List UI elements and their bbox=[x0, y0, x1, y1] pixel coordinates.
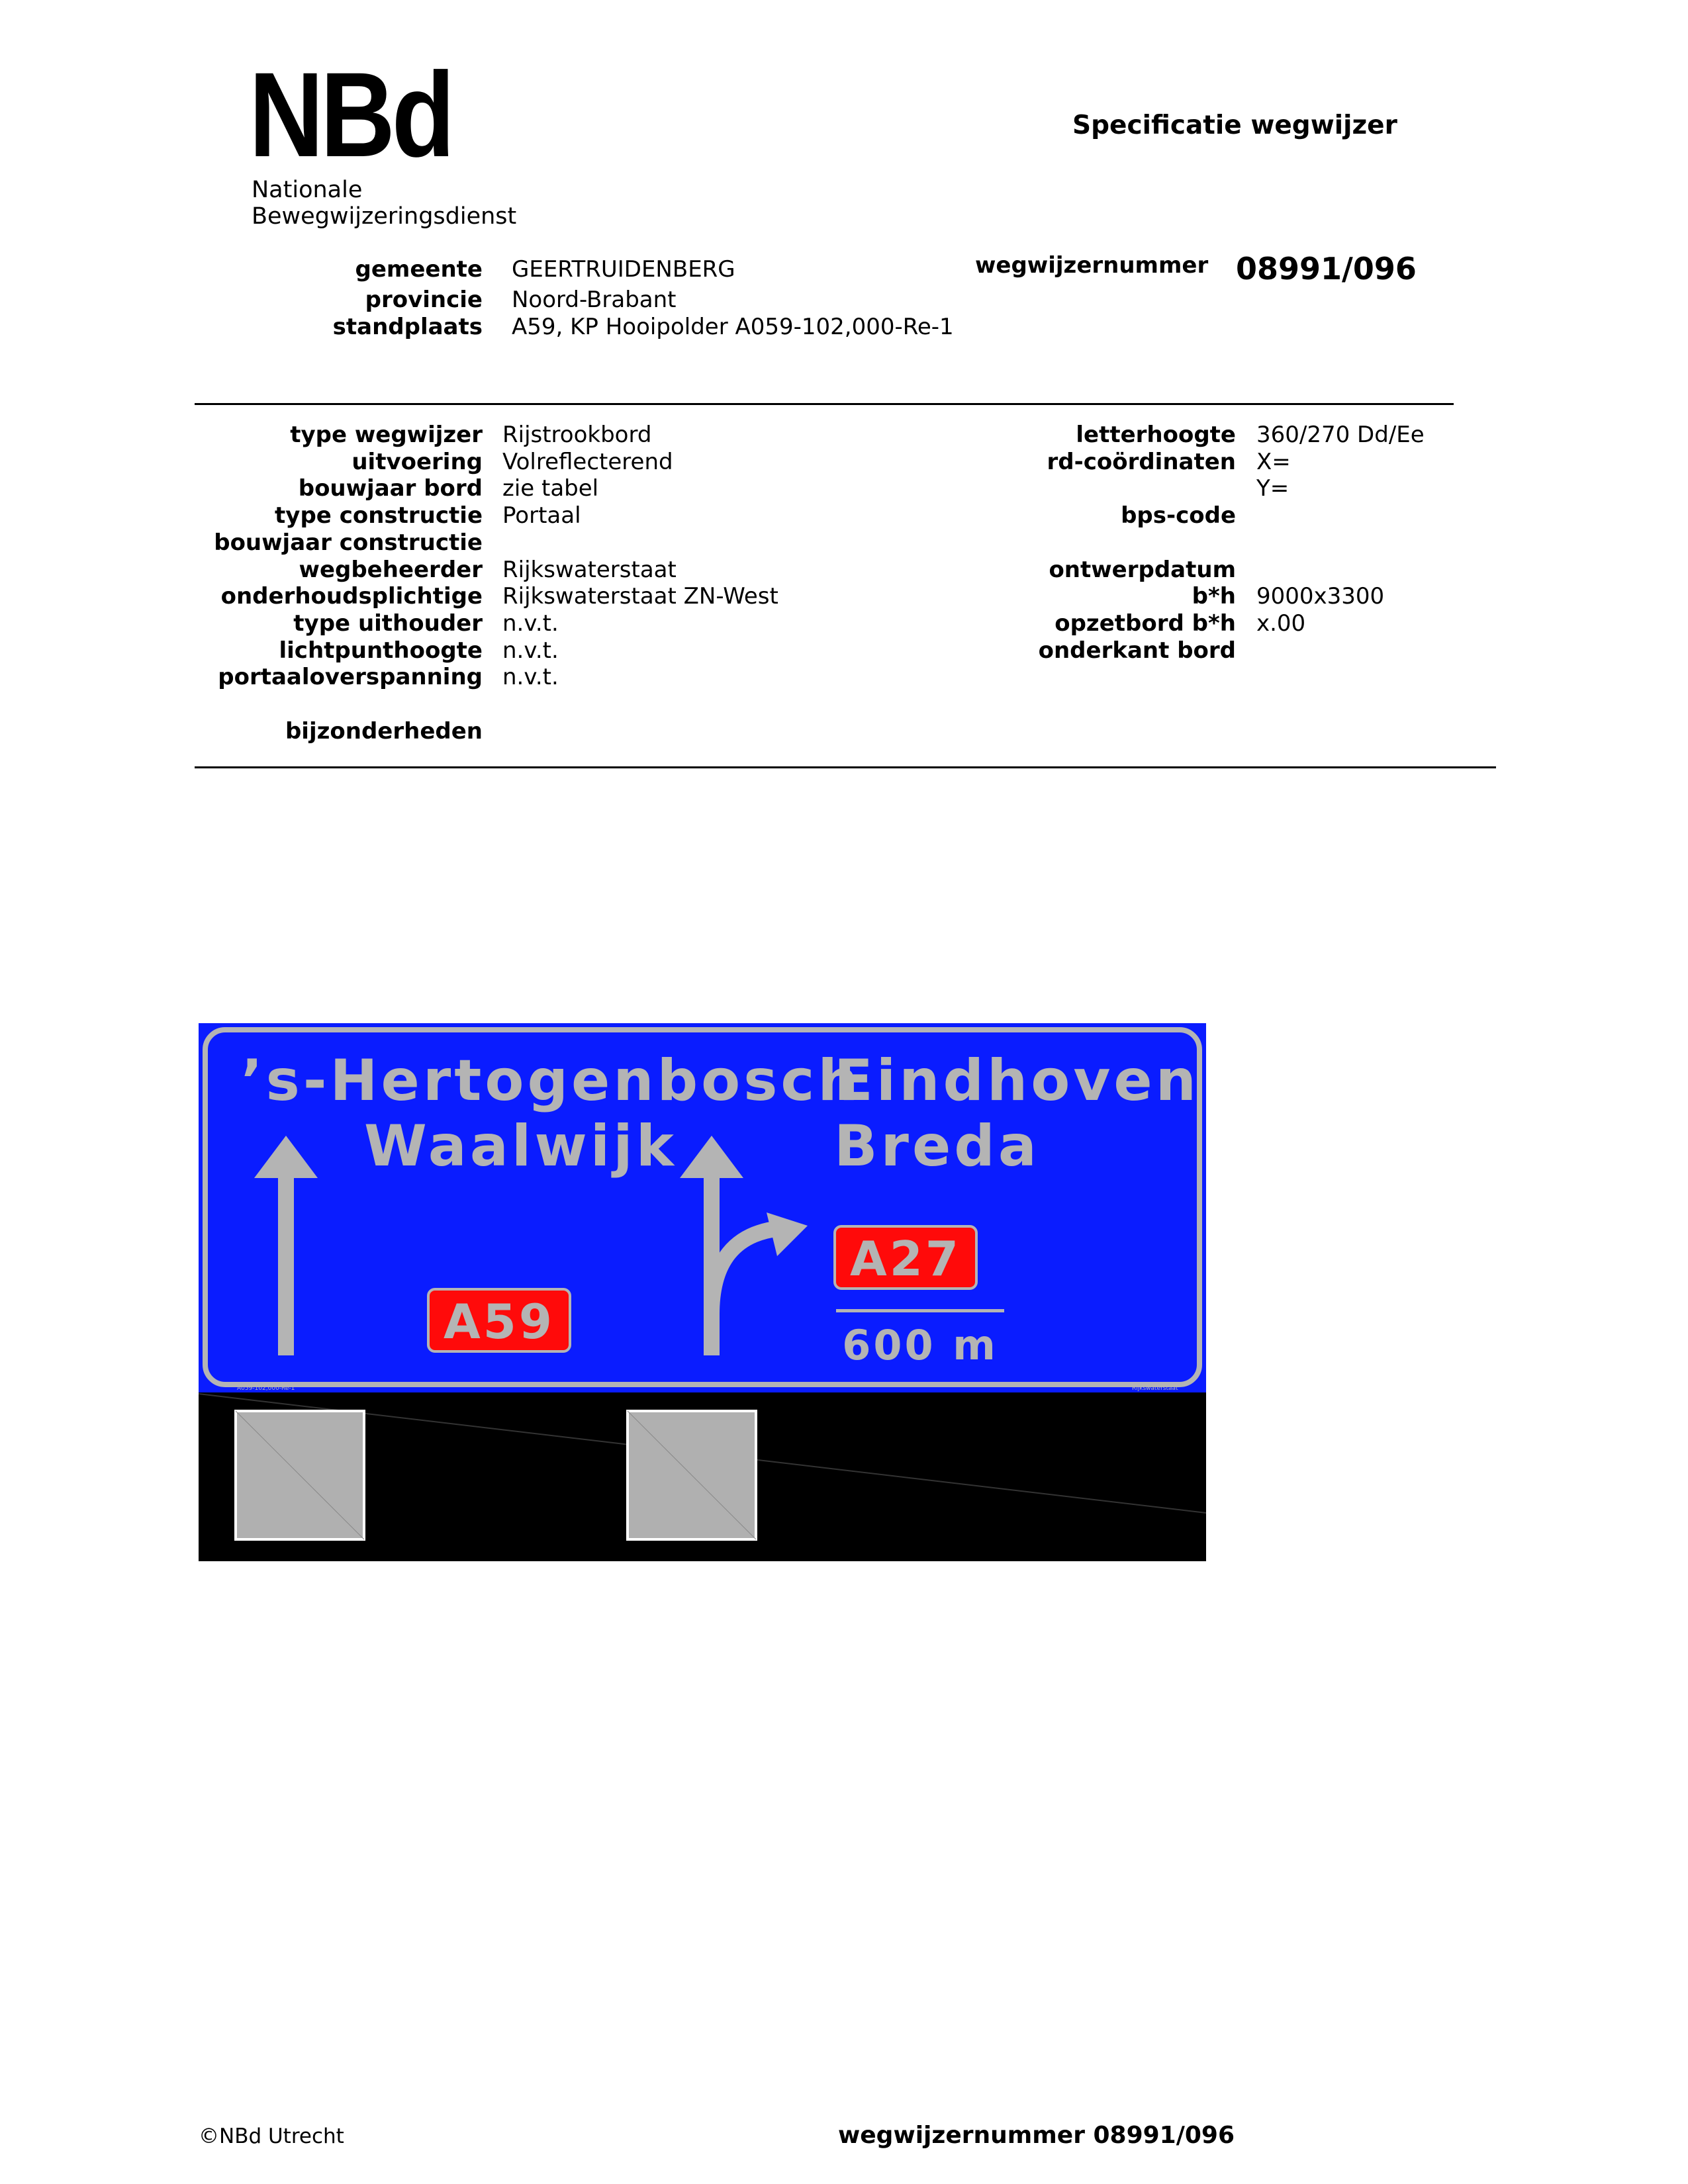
wegwijzernummer-label: wegwijzernummer bbox=[975, 252, 1209, 279]
spec-left-value: Rijkswaterstaat bbox=[502, 556, 677, 583]
route-shield-a27 bbox=[835, 1226, 976, 1289]
sign-code-left: A059-102,000-Re-1 bbox=[237, 1385, 295, 1392]
spec-left-label: type wegwijzer bbox=[290, 422, 483, 448]
spec-right-value: Y= bbox=[1256, 475, 1289, 502]
destination-waalwijk: Waalwijk bbox=[364, 1113, 677, 1179]
spec-left-label: bijzonderheden bbox=[285, 717, 483, 745]
spec-left-label: bouwjaar constructie bbox=[214, 529, 483, 556]
spec-right-value: 360/270 Dd/Ee bbox=[1256, 422, 1425, 448]
logo-subtitle-2: Bewegwijzeringsdienst bbox=[252, 203, 517, 230]
addon-square-left bbox=[236, 1411, 364, 1539]
wegwijzernummer-value: 08991/096 bbox=[1236, 251, 1417, 287]
route-shield-a59 bbox=[428, 1289, 570, 1351]
svg-text:A27: A27 bbox=[850, 1231, 961, 1287]
destination-breda: Breda bbox=[834, 1113, 1040, 1179]
gemeente-label: gemeente bbox=[355, 256, 483, 283]
destination-hertogenbosch: ’s-Hertogenbosch bbox=[241, 1048, 862, 1114]
spec-left-label: type uithouder bbox=[293, 610, 483, 637]
spec-left-value: Volreflecterend bbox=[502, 448, 673, 475]
spec-left-value: n.v.t. bbox=[502, 664, 559, 691]
sign-drawing bbox=[199, 1023, 1206, 1561]
spec-left-value: Rijkswaterstaat ZN-West bbox=[502, 583, 778, 610]
spec-right-value: x.00 bbox=[1256, 610, 1306, 637]
spec-right-value: 9000x3300 bbox=[1256, 583, 1385, 610]
spec-right-label: onderkant bord bbox=[1038, 637, 1236, 664]
footer-copyright: ©NBd Utrecht bbox=[199, 2124, 344, 2148]
spec-left-value: zie tabel bbox=[502, 475, 599, 502]
logo-subtitle-1: Nationale bbox=[252, 177, 363, 203]
sign-code-right: Rijkswaterstaat bbox=[1132, 1385, 1178, 1392]
spec-left-label: bouwjaar bord bbox=[298, 475, 483, 502]
distance-text: 600 m bbox=[842, 1321, 998, 1369]
spec-left-value: Portaal bbox=[502, 502, 581, 529]
provincie-label: provincie bbox=[365, 287, 483, 313]
footer-number: wegwijzernummer 08991/096 bbox=[838, 2122, 1235, 2149]
spec-left-label: wegbeheerder bbox=[299, 556, 483, 583]
provincie-value: Noord-Brabant bbox=[512, 287, 677, 313]
spec-right-label: ontwerpdatum bbox=[1049, 556, 1236, 583]
spec-left-label: onderhoudsplichtige bbox=[220, 583, 483, 610]
spec-right-label: opzetbord b*h bbox=[1055, 610, 1236, 637]
spec-right-value: X= bbox=[1256, 448, 1291, 475]
spec-right-label: b*h bbox=[1192, 583, 1236, 610]
spec-left-value: Rijstrookbord bbox=[502, 422, 652, 448]
spec-left-value: n.v.t. bbox=[502, 610, 559, 637]
svg-text:A59: A59 bbox=[444, 1294, 555, 1349]
spec-left-label: uitvoering bbox=[352, 448, 483, 475]
nbd-logo: NBd bbox=[249, 47, 452, 182]
document-title: Specificatie wegwijzer bbox=[1072, 111, 1397, 140]
spec-left-label: lichtpunthoogte bbox=[279, 637, 483, 664]
destination-eindhoven: Eindhoven bbox=[834, 1048, 1199, 1114]
standplaats-label: standplaats bbox=[332, 314, 483, 340]
spec-right-label: letterhoogte bbox=[1076, 422, 1236, 448]
spec-left-value: n.v.t. bbox=[502, 637, 559, 664]
spec-left-label: type constructie bbox=[275, 502, 483, 529]
distance-line bbox=[836, 1309, 1004, 1312]
spec-right-label: bps-code bbox=[1121, 502, 1236, 529]
divider-top bbox=[195, 403, 1454, 405]
divider-bottom bbox=[195, 766, 1496, 768]
spec-left-label: portaaloverspanning bbox=[218, 664, 483, 691]
standplaats-value: A59, KP Hooipolder A059-102,000-Re-1 bbox=[512, 314, 954, 340]
gemeente-value: GEERTRUIDENBERG bbox=[512, 256, 735, 283]
spec-right-label: rd-coördinaten bbox=[1047, 448, 1236, 475]
addon-square-right bbox=[628, 1411, 756, 1539]
